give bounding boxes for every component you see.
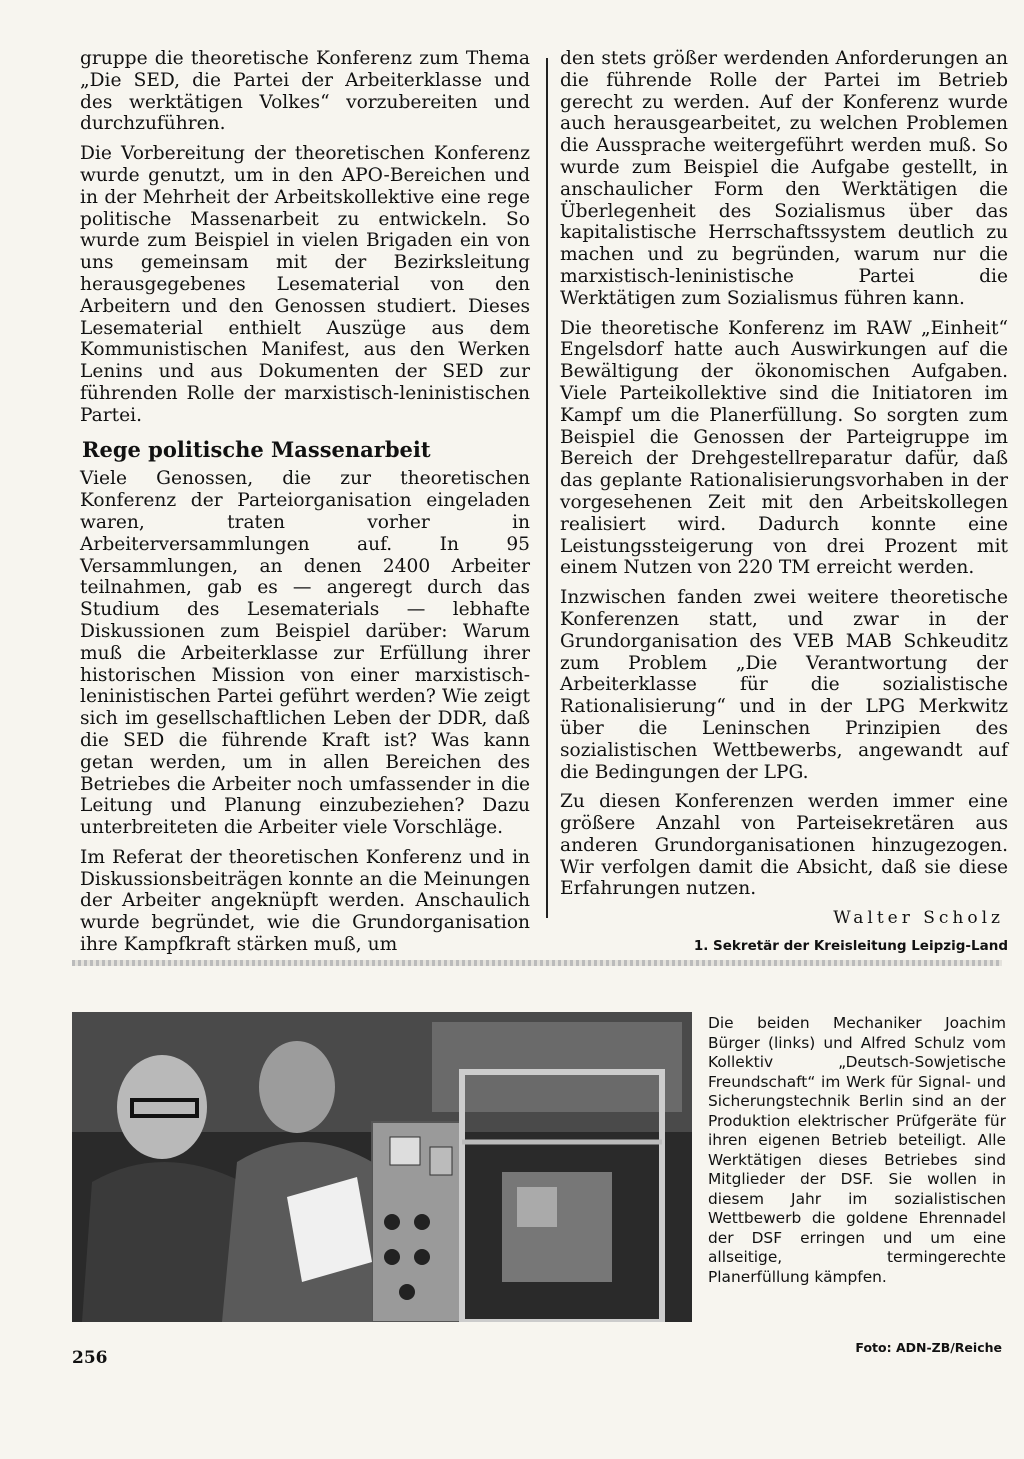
- column-divider: [546, 58, 548, 918]
- author-name: Walter Scholz: [833, 908, 1004, 929]
- paragraph: Zu diesen Konferenzen werden immer eine größere Anzahl von Parteisekretären aus anderen Grundorganisationen hinzugezogen. Wir verfolgen damit die Absicht, daß sie diese Erfahrungen nutzen.: [560, 791, 1008, 900]
- section-divider: [72, 960, 1002, 966]
- photo-caption: Die beiden Mechaniker Joachim Bürger (links) und Alfred Schulz vom Kollektiv „Deutsch-Sowjetische Freundschaft“ im Werk für Signal- und Sicherungstechnik Berlin sind an der Produktion elektrischer Prüfgeräte für ihren eigenen Betrieb beteiligt. Alle Werktätigen dieses Betriebes sind Mitglieder der DSF. Sie wollen in diesem Jahr im sozialistischen Wettbewerb die goldene Ehrennadel der DSF erringen und um eine allseitige, termingerechte Planerfüllung kämpfen.: [708, 1014, 1006, 1286]
- left-column: [80, 48, 530, 964]
- paragraph: Die Vorbereitung der theoretischen Konferenz wurde genutzt, um in den APO-Bereichen und in der Mehrheit der Arbeitskollektive eine rege politische Massenarbeit zu entwickeln. So wurde zum Beispiel in vielen Brigaden ein von uns gemeinsam mit der Bezirksleitung herausgegebenes Lesematerial von den Arbeitern und den Genossen studiert. Dieses Lesematerial enthielt Auszüge aus dem Kommunistischen Manifest, aus den Werken Lenins und aus Dokumenten der SED zur führenden Rolle der marxistisch-leninistischen Partei.: [80, 143, 530, 426]
- right-column: [560, 48, 1008, 958]
- paragraph: Im Referat der theoretischen Konferenz und in Diskussionsbeiträgen konnte an die Meinungen der Arbeiter angeknüpft werden. Anschaulich wurde begründet, wie die Grundorganisation ihre Kampfkraft stärken muß, um: [80, 846, 530, 956]
- photo-credit: Foto: ADN-ZB/Reiche: [855, 1340, 1002, 1355]
- author-role: 1. Sekretär der Kreisleitung Leipzig-Land: [693, 938, 1008, 955]
- paragraph: Inzwischen fanden zwei weitere theoretische Konferenzen statt, und zwar in der Grundorganisation des VEB MAB Schkeuditz zum Problem „Die Verantwortung der Arbeiterklasse für die sozialistische Rationalisierung“ und in der LPG Merkwitz über die Leninschen Prinzipien des sozialistischen Wettbewerbs, angewandt auf die Bedingungen der LPG.: [560, 587, 1008, 783]
- paragraph: den stets größer werdenden Anforderungen an die führende Rolle der Partei im Betrieb gerecht zu werden. Auf der Konferenz wurde auch herausgearbeitet, zu welchen Problemen die Aussprache weitergeführt werden muß. So wurde zum Beispiel die Aufgabe gestellt, in anschaulicher Form den Werktätigen die Überlegenheit des Sozialismus über das kapitalistische Herrschaftssystem deutlich zu machen und zu begründen, warum nur die marxistisch-leninistische Partei die Werktätigen zum Sozialismus führen kann.: [560, 48, 1008, 309]
- paragraph: gruppe die theoretische Konferenz zum Thema „Die SED, die Partei der Arbeiterklasse und des werktätigen Volkes“ vorzubereiten und durchzuführen.: [80, 48, 530, 135]
- photo: [72, 1012, 692, 1332]
- paragraph: Die theoretische Konferenz im RAW „Einheit“ Engelsdorf hatte auch Auswirkungen auf die Bewältigung der ökonomischen Aufgaben. Viele Parteikollektive sind die Initiatoren im Kampf um die Planerfüllung. So sorgten zum Beispiel die Genossen der Parteigruppe im Bereich der Drehgestellreparatur dafür, daß das geplante Rationalisierungsvorhaben in der vorgesehenen Zeit mit den Arbeitskollegen realisiert wird. Dadurch konnte eine Leistungssteigerung von drei Prozent mit einem Nutzen von 220 TM erreicht werden.: [560, 317, 1008, 579]
- section-heading: Rege politische Massenarbeit: [82, 436, 431, 462]
- page-number: 256: [72, 1348, 108, 1368]
- photo-image: [72, 1012, 692, 1322]
- paragraph: Viele Genossen, die zur theoretischen Konferenz der Parteiorganisation eingeladen waren, traten vorher in Arbeiterversammlungen auf. In 95 Versammlungen, an denen 2400 Arbeiter teilnahmen, gab es — angeregt durch das Studium des Lesematerials — lebhafte Diskussionen zum Beispiel darüber: Warum muß die Arbeiterklasse zur Erfüllung ihrer historischen Mission von einer marxistisch-leninistischen Partei geführt werden? Wie zeigt sich im gesellschaftlichen Leben der DDR, daß die SED die führende Kraft ist? Was kann getan werden, um in allen Bereichen des Betriebes die Arbeiter noch umfassender in die Leitung und Planung einzubeziehen? Dazu unterbreiteten die Arbeiter viele Vorschläge.: [80, 468, 530, 839]
